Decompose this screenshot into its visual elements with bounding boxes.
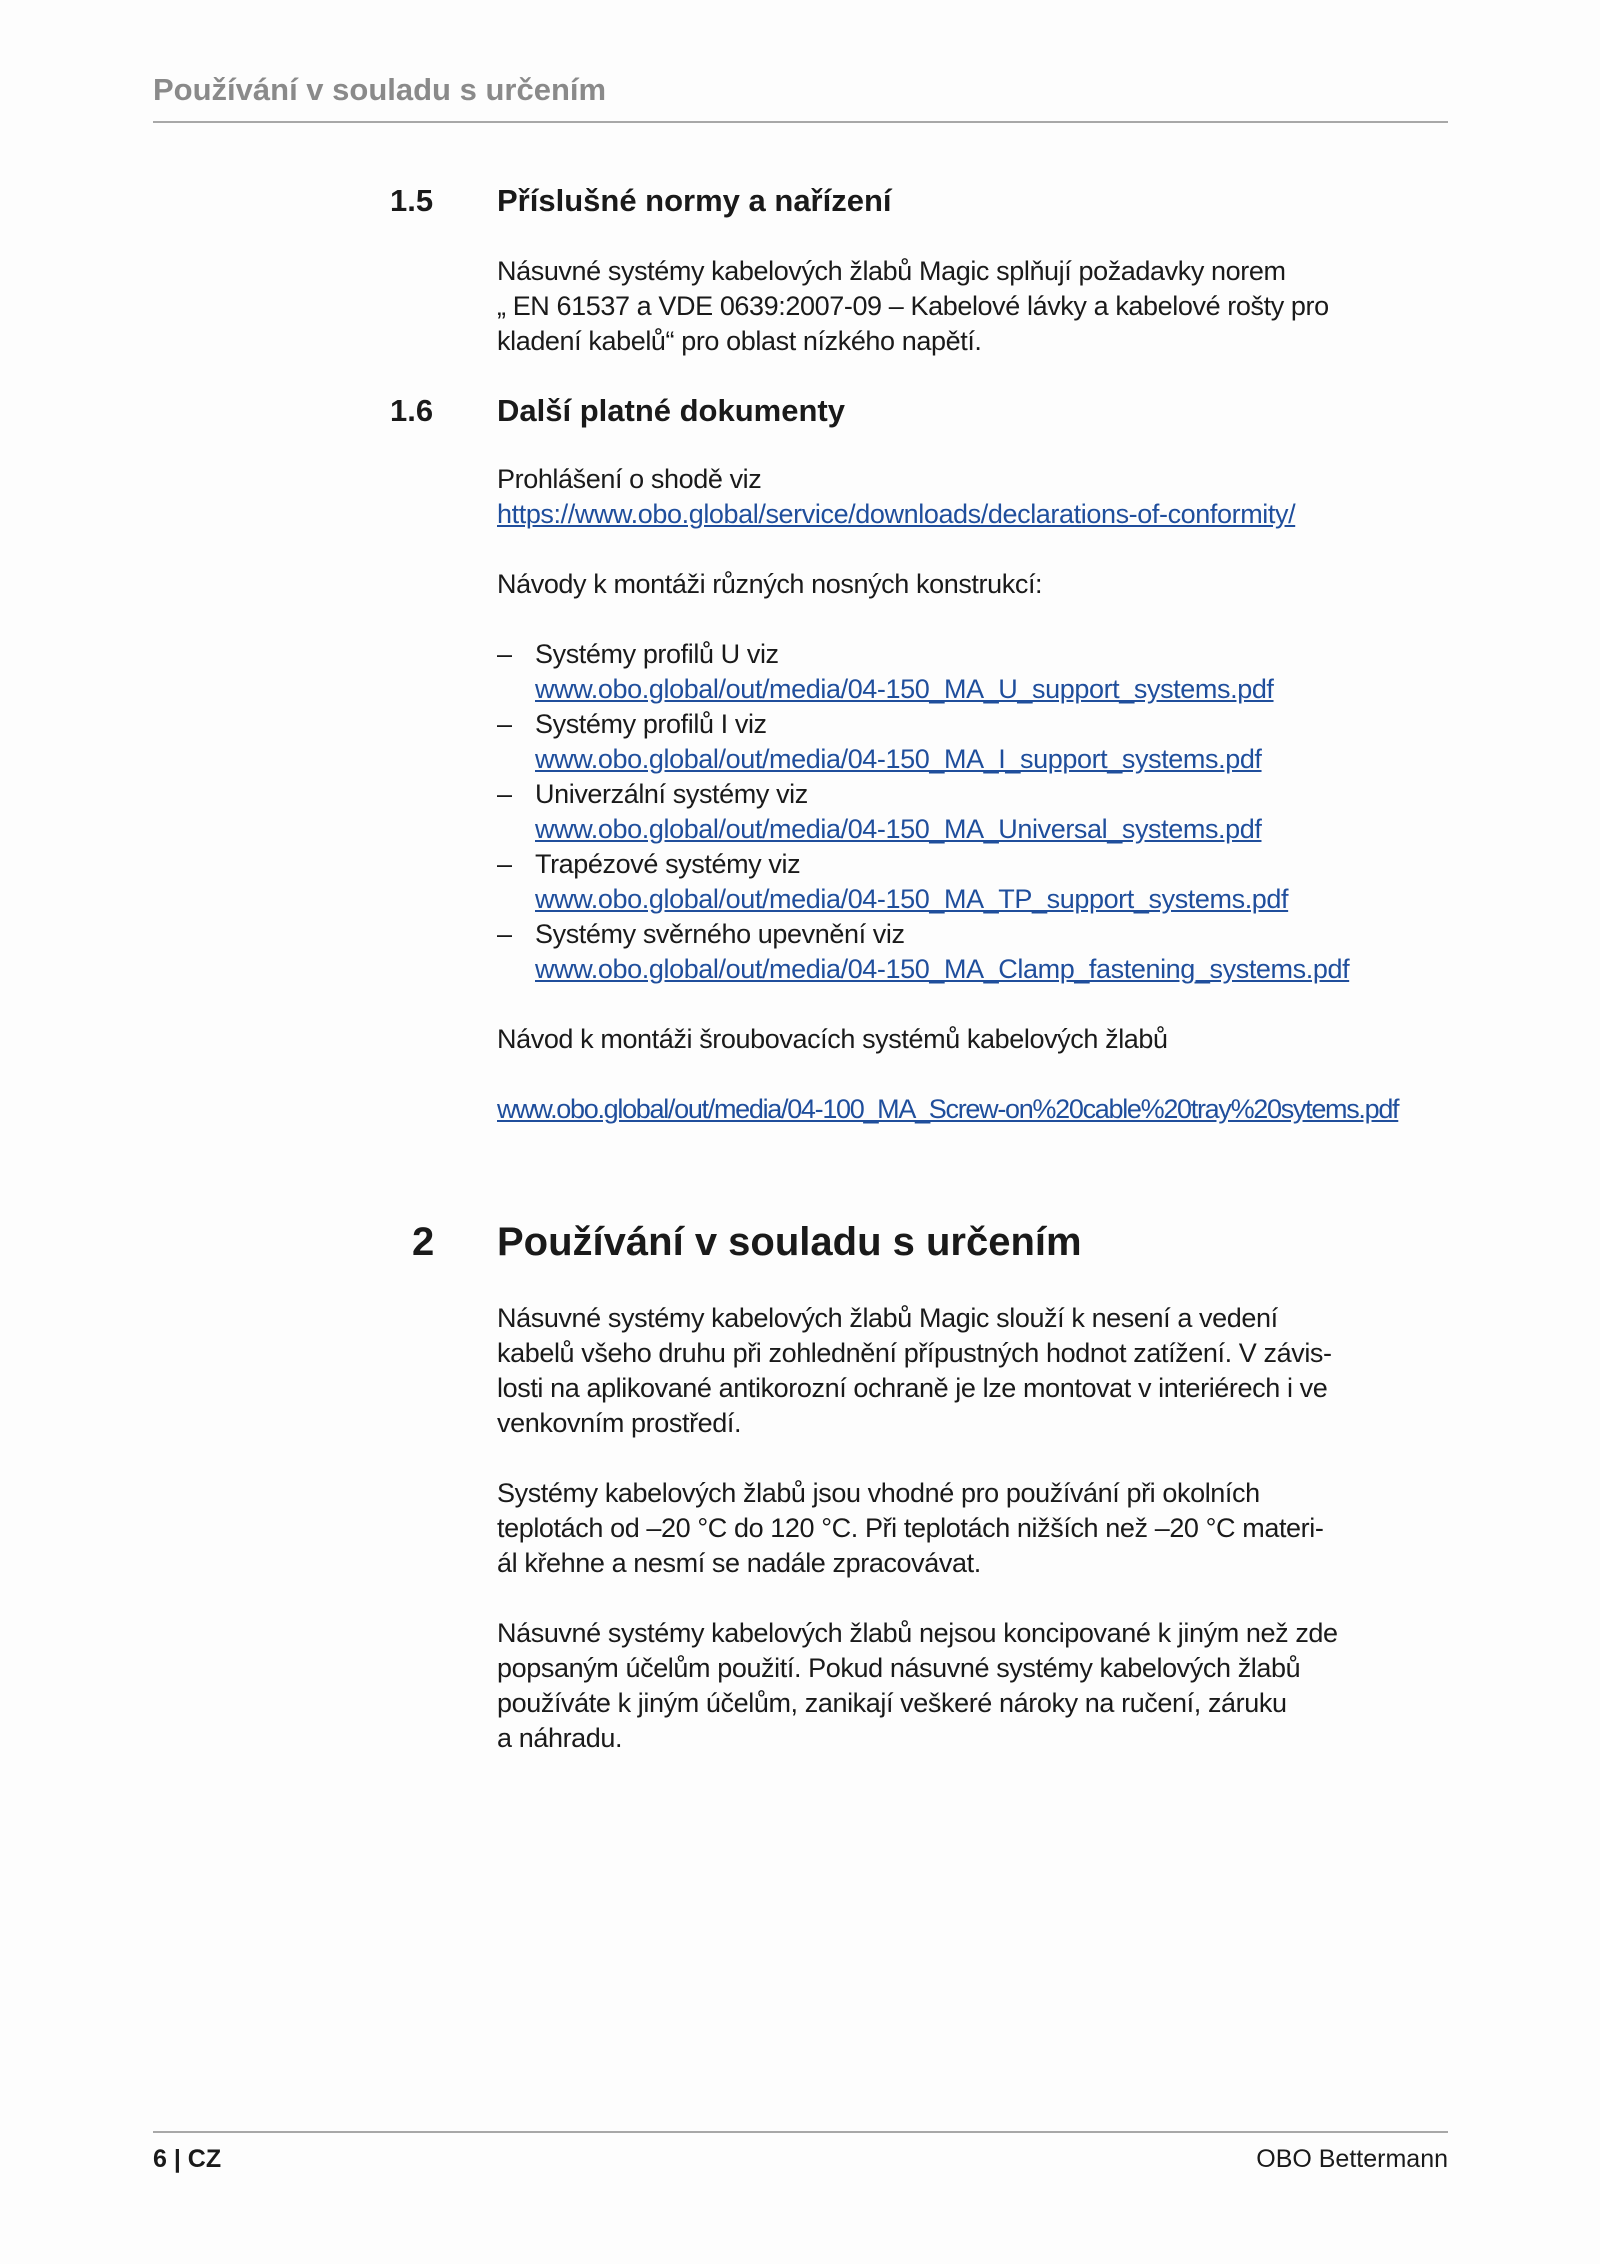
- text-line: losti na aplikované antikorozní ochraně je lze montovat v interiérech i ve: [497, 1373, 1328, 1403]
- list-item: [497, 777, 1349, 847]
- text-line: teplotách od –20 °C do 120 °C. Při teplotách nižších než –20 °C materi-: [497, 1513, 1324, 1543]
- footer-company: OBO Bettermann: [1256, 2145, 1448, 2173]
- section-number-2: 2: [412, 1220, 435, 1264]
- section-2-paragraph-3: [497, 1616, 1338, 1756]
- list-item: [497, 917, 1349, 987]
- conformity-link[interactable]: https://www.obo.global/service/downloads/declarations-of-conformity/: [497, 499, 1296, 529]
- list-item-link[interactable]: www.obo.global/out/media/04-150_MA_U_support_systems.pdf: [535, 674, 1274, 704]
- text-line: ál křehne a nesmí se nadále zpracovávat.: [497, 1548, 981, 1578]
- section-1-5-paragraph: [497, 254, 1329, 359]
- page-number: 6 | CZ: [153, 2145, 222, 2173]
- text-line: a náhradu.: [497, 1723, 623, 1753]
- text-line: Násuvné systémy kabelových žlabů Magic slouží k nesení a vedení: [497, 1303, 1278, 1333]
- dash-bullet: –: [497, 919, 512, 949]
- instructions-label: Návody k montáži různých nosných konstrukcí:: [497, 569, 1043, 599]
- list-item: [497, 637, 1349, 707]
- instructions-list: [497, 637, 1349, 987]
- list-item-label: Univerzální systémy viz: [535, 779, 808, 809]
- footer-rule: [153, 2131, 1448, 2133]
- list-item-link[interactable]: www.obo.global/out/media/04-150_MA_Clamp_fastening_systems.pdf: [535, 954, 1350, 984]
- section-number-1-5: 1.5: [390, 183, 434, 218]
- text-line: Násuvné systémy kabelových žlabů Magic splňují požadavky norem: [497, 256, 1286, 286]
- section-title-2: Používání v souladu s určením: [497, 1220, 1082, 1264]
- text-line: Násuvné systémy kabelových žlabů nejsou koncipované k jiným než zde: [497, 1618, 1338, 1648]
- section-2-paragraph-2: [497, 1476, 1323, 1581]
- text-line: venkovním prostředí.: [497, 1408, 742, 1438]
- dash-bullet: –: [497, 709, 512, 739]
- conformity-label: Prohlášení o shodě viz: [497, 464, 762, 494]
- section-title-1-6: Další platné dokumenty: [497, 393, 845, 428]
- text-line: kabelů všeho druhu při zohlednění přípustných hodnot zatížení. V závis-: [497, 1338, 1332, 1368]
- list-item-label: Systémy profilů U viz: [535, 639, 779, 669]
- list-item: [497, 847, 1349, 917]
- conformity-block: [497, 462, 1295, 532]
- text-line: „ EN 61537 a VDE 0639:2007-09 – Kabelové lávky a kabelové rošty pro: [497, 291, 1329, 321]
- text-line: popsaným účelům použití. Pokud násuvné systémy kabelových žlabů: [497, 1653, 1301, 1683]
- list-item-link[interactable]: www.obo.global/out/media/04-150_MA_I_support_systems.pdf: [535, 744, 1262, 774]
- running-header: Používání v souladu s určením: [153, 72, 607, 107]
- list-item-label: Systémy svěrného upevnění viz: [535, 919, 905, 949]
- list-item-label: Trapézové systémy viz: [535, 849, 801, 879]
- text-line: Systémy kabelových žlabů jsou vhodné pro používání při okolních: [497, 1478, 1260, 1508]
- dash-bullet: –: [497, 779, 512, 809]
- section-title-1-5: Příslušné normy a nařízení: [497, 183, 892, 218]
- list-item: [497, 707, 1349, 777]
- screw-link[interactable]: www.obo.global/out/media/04-100_MA_Screw-on%20cable%20tray%20sytems.pdf: [497, 1094, 1399, 1124]
- section-2-paragraph-1: [497, 1301, 1332, 1441]
- text-line: kladení kabelů“ pro oblast nízkého napětí.: [497, 326, 982, 356]
- list-item-link[interactable]: www.obo.global/out/media/04-150_MA_TP_support_systems.pdf: [535, 884, 1289, 914]
- text-line: používáte k jiným účelům, zanikají veškeré nároky na ručení, záruku: [497, 1688, 1287, 1718]
- dash-bullet: –: [497, 849, 512, 879]
- header-rule: [153, 121, 1448, 123]
- section-number-1-6: 1.6: [390, 393, 434, 428]
- list-item-label: Systémy profilů I viz: [535, 709, 767, 739]
- dash-bullet: –: [497, 639, 512, 669]
- list-item-link[interactable]: www.obo.global/out/media/04-150_MA_Universal_systems.pdf: [535, 814, 1262, 844]
- screw-label: Návod k montáži šroubovacích systémů kabelových žlabů: [497, 1024, 1168, 1054]
